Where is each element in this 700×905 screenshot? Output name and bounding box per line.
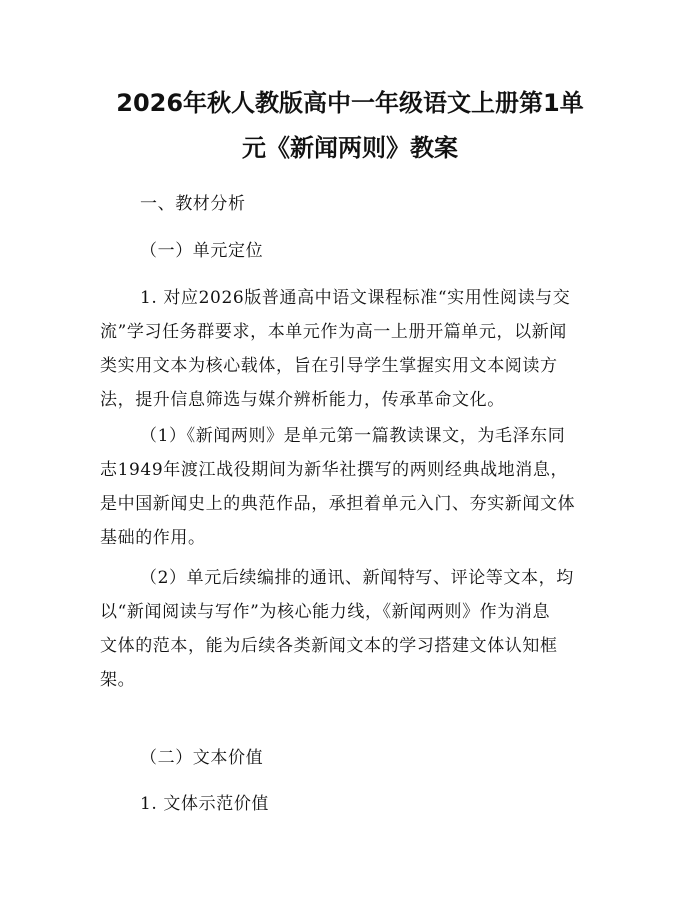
paragraph-2-line-1: （1）《新闻两则》是单元第一篇教读课文，为毛泽东同 (140, 426, 566, 446)
section-heading-textbook-analysis: 一、教材分析 (140, 194, 246, 214)
paragraph-3-line-2: 以“新闻阅读与写作”为核心能力线，《新闻两则》作为消息 (100, 602, 551, 622)
paragraph-2-line-3: 是中国新闻史上的典范作品，承担着单元入门、夯实新闻文体 (100, 494, 576, 514)
paragraph-2-line-2: 志1949年渡江战役期间为新华社撰写的两则经典战地消息， (100, 460, 569, 480)
paragraph-3 (100, 561, 600, 697)
paragraph-2 (100, 419, 600, 555)
paragraph-1-line-3: 类实用文本为核心载体，旨在引导学生掌握实用文本阅读方 (100, 356, 558, 376)
paragraph-1 (100, 281, 600, 417)
subsection-heading-unit-positioning: （一）单元定位 (140, 241, 264, 261)
subsection-heading-text-value: （二）文本价值 (140, 748, 264, 768)
paragraph-1-line-1: 1. 对应2026版普通高中语文课程标准“实用性阅读与交 (140, 288, 571, 308)
paragraph-1-line-4: 法，提升信息筛选与媒介辨析能力，传承革命文化。 (100, 390, 505, 410)
paragraph-3-line-3: 文体的范本，能为后续各类新闻文本的学习搭建文体认知框 (100, 636, 558, 656)
document-title-line-1: 2026年秋人教版高中一年级语文上册第1单 (116, 89, 584, 117)
document-title-line-2: 元《新闻两则》教案 (242, 134, 458, 162)
paragraph-3-line-1: （2）单元后续编排的通讯、新闻特写、评论等文本，均 (140, 568, 574, 588)
paragraph-3-line-4: 架。 (100, 670, 136, 690)
list-item-genre-value: 1. 文体示范价值 (140, 794, 270, 814)
paragraph-2-line-4: 基础的作用。 (100, 528, 206, 548)
paragraph-1-line-2: 流”学习任务群要求，本单元作为高一上册开篇单元，以新闻 (100, 322, 567, 342)
